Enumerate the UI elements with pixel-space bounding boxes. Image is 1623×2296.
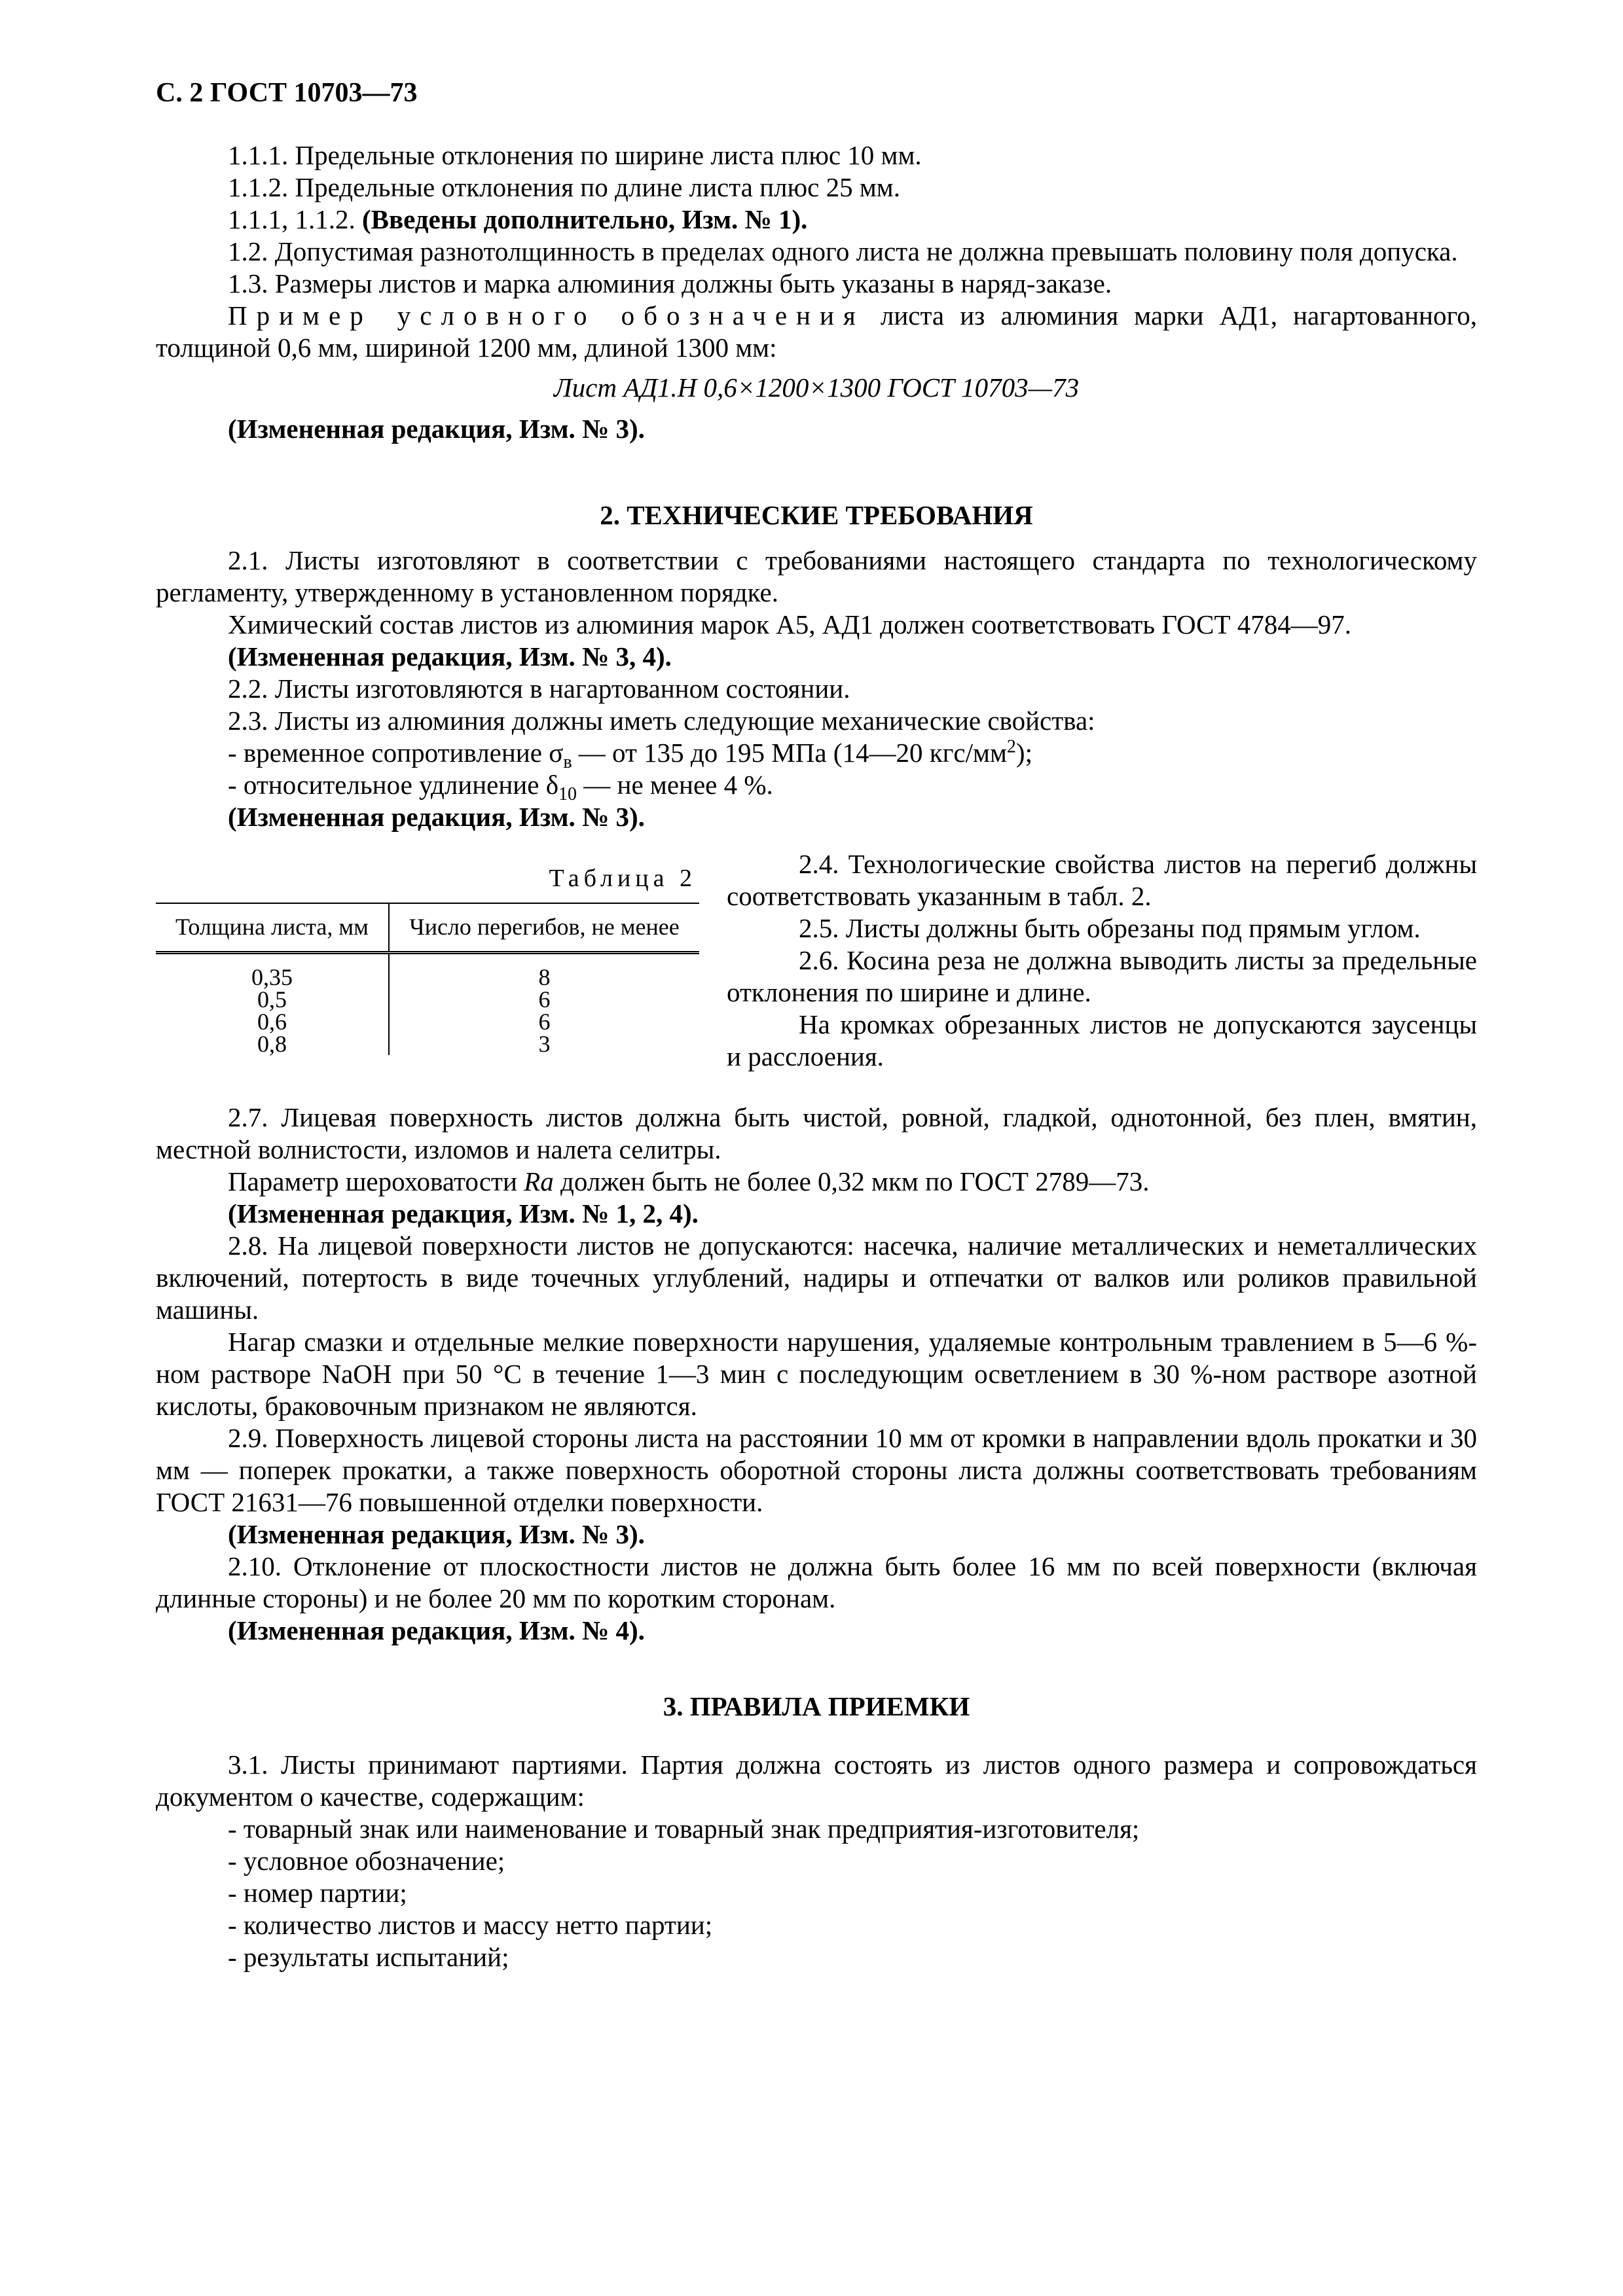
amendment-note: (Измененная редакция, Изм. № 3). (228, 414, 645, 444)
section-2-title: 2. ТЕХНИЧЕСКИЕ ТРЕБОВАНИЯ (600, 500, 1033, 530)
table-row (156, 953, 699, 989)
table-row (156, 1011, 699, 1033)
table-2 (156, 863, 699, 1055)
paragraph-1-1-1: 1.1.1. Предельные отклонения по ширине листа плюс 10 мм. (228, 140, 922, 170)
paragraph-2-6-edges: На кромках обрезанных листов не допускаются заусенцы и расслоения. (727, 1009, 1477, 1071)
designation-example: Лист АД1.Н 0,6×1200×1300 ГОСТ 10703—73 (553, 372, 1080, 403)
table-cell: 3 (538, 1031, 551, 1057)
property-value: — от 135 до 195 МПа (14—20 кгс/мм (572, 738, 1007, 768)
paragraph-1-2: 1.2. Допустимая разнотолщинность в пределах одного листа не должна превышать половину поля допуска. (228, 236, 1458, 266)
table-cell: 6 (538, 1009, 551, 1035)
paragraph-2-5: 2.5. Листы должны быть обрезаны под прямым углом. (799, 913, 1421, 943)
amendment-note: (Измененная редакция, Изм. № 1, 2, 4). (228, 1198, 699, 1229)
roughness-value: должен быть не более 0,32 мкм по ГОСТ 2789—73. (553, 1166, 1150, 1196)
paragraph-2-7-roughness (156, 1166, 1477, 1198)
table-cell: 0,8 (156, 1033, 389, 1055)
paragraph-1-1-x (156, 204, 1477, 236)
table-cell: 0,5 (156, 988, 389, 1011)
amendment-note: (Измененная редакция, Изм. № 4). (228, 1615, 645, 1645)
paragraph-2-7: 2.7. Лицевая поверхность листов должна быть чистой, ровной, гладкой, однотонной, без плен, вмятин, местной волнистости, изломов и налета селитры. (156, 1102, 1477, 1164)
paragraph-2-1-chem: Химический состав листов из алюминия марок А5, АД1 должен соответствовать ГОСТ 4784—97. (228, 609, 1352, 639)
superscript: 2 (1006, 736, 1016, 757)
example-text: листа из алюминия марки АД1, нагартованного, толщиной 0,6 мм, шириной 1200 мм, длиной 1300 мм: (156, 300, 1477, 363)
amendment-note: (Измененная редакция, Изм. № 3). (228, 1519, 645, 1549)
table-caption: Таблица 2 (549, 865, 697, 892)
paragraph-3-1: 3.1. Листы принимают партиями. Партия должна состоять из листов одного размера и сопровождаться документом о качестве, содержащим: (156, 1749, 1477, 1812)
table-row (156, 1033, 699, 1055)
subscript: 10 (558, 784, 577, 805)
column-header: Толщина листа, мм (156, 903, 389, 953)
example-label: Пример условного обозначения (228, 300, 865, 331)
paragraph-2-2: 2.2. Листы изготовляются в нагартованном состоянии. (228, 673, 850, 704)
paragraph-2-10: 2.10. Отклонение от плоскостности листов не должна быть более 16 мм по всей поверхности (включая длинные стороны) и не более 20 мм по коротким сторонам. (156, 1551, 1477, 1613)
property-elongation (156, 769, 1477, 805)
bending-table (156, 903, 699, 1055)
amendment-note: (Измененная редакция, Изм. № 3, 4). (228, 641, 672, 672)
list-item: - товарный знак или наименование и товарный знак предприятия-изготовителя; (228, 1814, 1140, 1844)
paragraph-2-4: 2.4. Технологические свойства листов на перегиб должны соответствовать указанным в табл. 2. (727, 849, 1477, 911)
table-row (156, 988, 699, 1011)
property-tensile (156, 736, 1477, 773)
property-end: ); (1015, 738, 1032, 768)
paragraph-2-1: 2.1. Листы изготовляют в соответствии с требованиями настоящего стандарта по технологическому регламенту, утвержденному в установленном порядке. (156, 545, 1477, 607)
amendment-note: (Измененная редакция, Изм. № 3). (228, 802, 645, 832)
paragraph-1-3: 1.3. Размеры листов и марка алюминия должны быть указаны в наряд-заказе. (228, 268, 1112, 298)
paragraph-2-3: 2.3. Листы из алюминия должны иметь следующие механические свойства: (228, 706, 1095, 736)
table-cell: 8 (538, 964, 551, 990)
roughness-symbol: Ra (524, 1166, 554, 1196)
section-1-continued (156, 139, 1477, 445)
section-3-title: 3. ПРАВИЛА ПРИЕМКИ (663, 1691, 970, 1721)
paragraph-2-8: 2.8. На лицевой поверхности листов не допускаются: насечка, наличие металлических и неметаллических включений, потертость в виде точечных углублений, надиры и отпечатки от валков или роликов правильной машины. (156, 1230, 1477, 1325)
section-2 (156, 499, 1477, 833)
page-header: С. 2 ГОСТ 10703—73 (156, 78, 418, 108)
list-item: - количество листов и массу нетто партии; (228, 1910, 713, 1940)
table-cell: 0,6 (156, 1011, 389, 1033)
list-item: - результаты испытаний; (228, 1942, 509, 1972)
amendment-note: (Введены дополнительно, Изм. № 1). (362, 204, 808, 234)
paragraph-2-9: 2.9. Поверхность лицевой стороны листа на расстоянии 10 мм от кромки в направлении вдоль прокатки и 30 мм — поперек прокатки, а также поверхность оборотной стороны листа должны соответствовать требованиям ГОСТ 21631—76 повышенной отделки поверхности. (156, 1423, 1477, 1517)
property-value: — не менее 4 %. (577, 770, 773, 800)
column-header: Число перегибов, не менее (389, 903, 699, 953)
subscript: в (563, 752, 572, 773)
paragraph-number: 1.1.1, 1.1.2. (228, 204, 356, 234)
list-item: - номер партии; (228, 1878, 407, 1908)
section-2-continued (156, 1102, 1477, 1647)
table-side-text (727, 848, 1477, 1073)
list-item: - условное обозначение; (228, 1846, 505, 1876)
property-label: - временное сопротивление σ (228, 738, 564, 768)
table-cell: 0,35 (156, 953, 389, 989)
paragraph-1-1-2: 1.1.2. Предельные отклонения по длине листа плюс 25 мм. (228, 172, 900, 202)
paragraph-2-6: 2.6. Косина реза не должна выводить листы за предельные отклонения по ширине и длине. (727, 945, 1477, 1007)
paragraph-2-8-etching: Нагар смазки и отдельные мелкие поверхности нарушения, удаляемые контрольным травлением в 5—6 %-ном растворе NaOH при 50 °С в течение 1—3 мин с последующим осветлением в 30 %-ном растворе азотной кислоты, браковочным признаком не являются. (156, 1327, 1477, 1421)
example-paragraph (156, 300, 1477, 364)
table-cell: 6 (538, 986, 551, 1013)
property-label: - относительное удлинение δ (228, 770, 559, 800)
section-3 (156, 1691, 1477, 1973)
roughness-text: Параметр шероховатости (228, 1166, 524, 1196)
